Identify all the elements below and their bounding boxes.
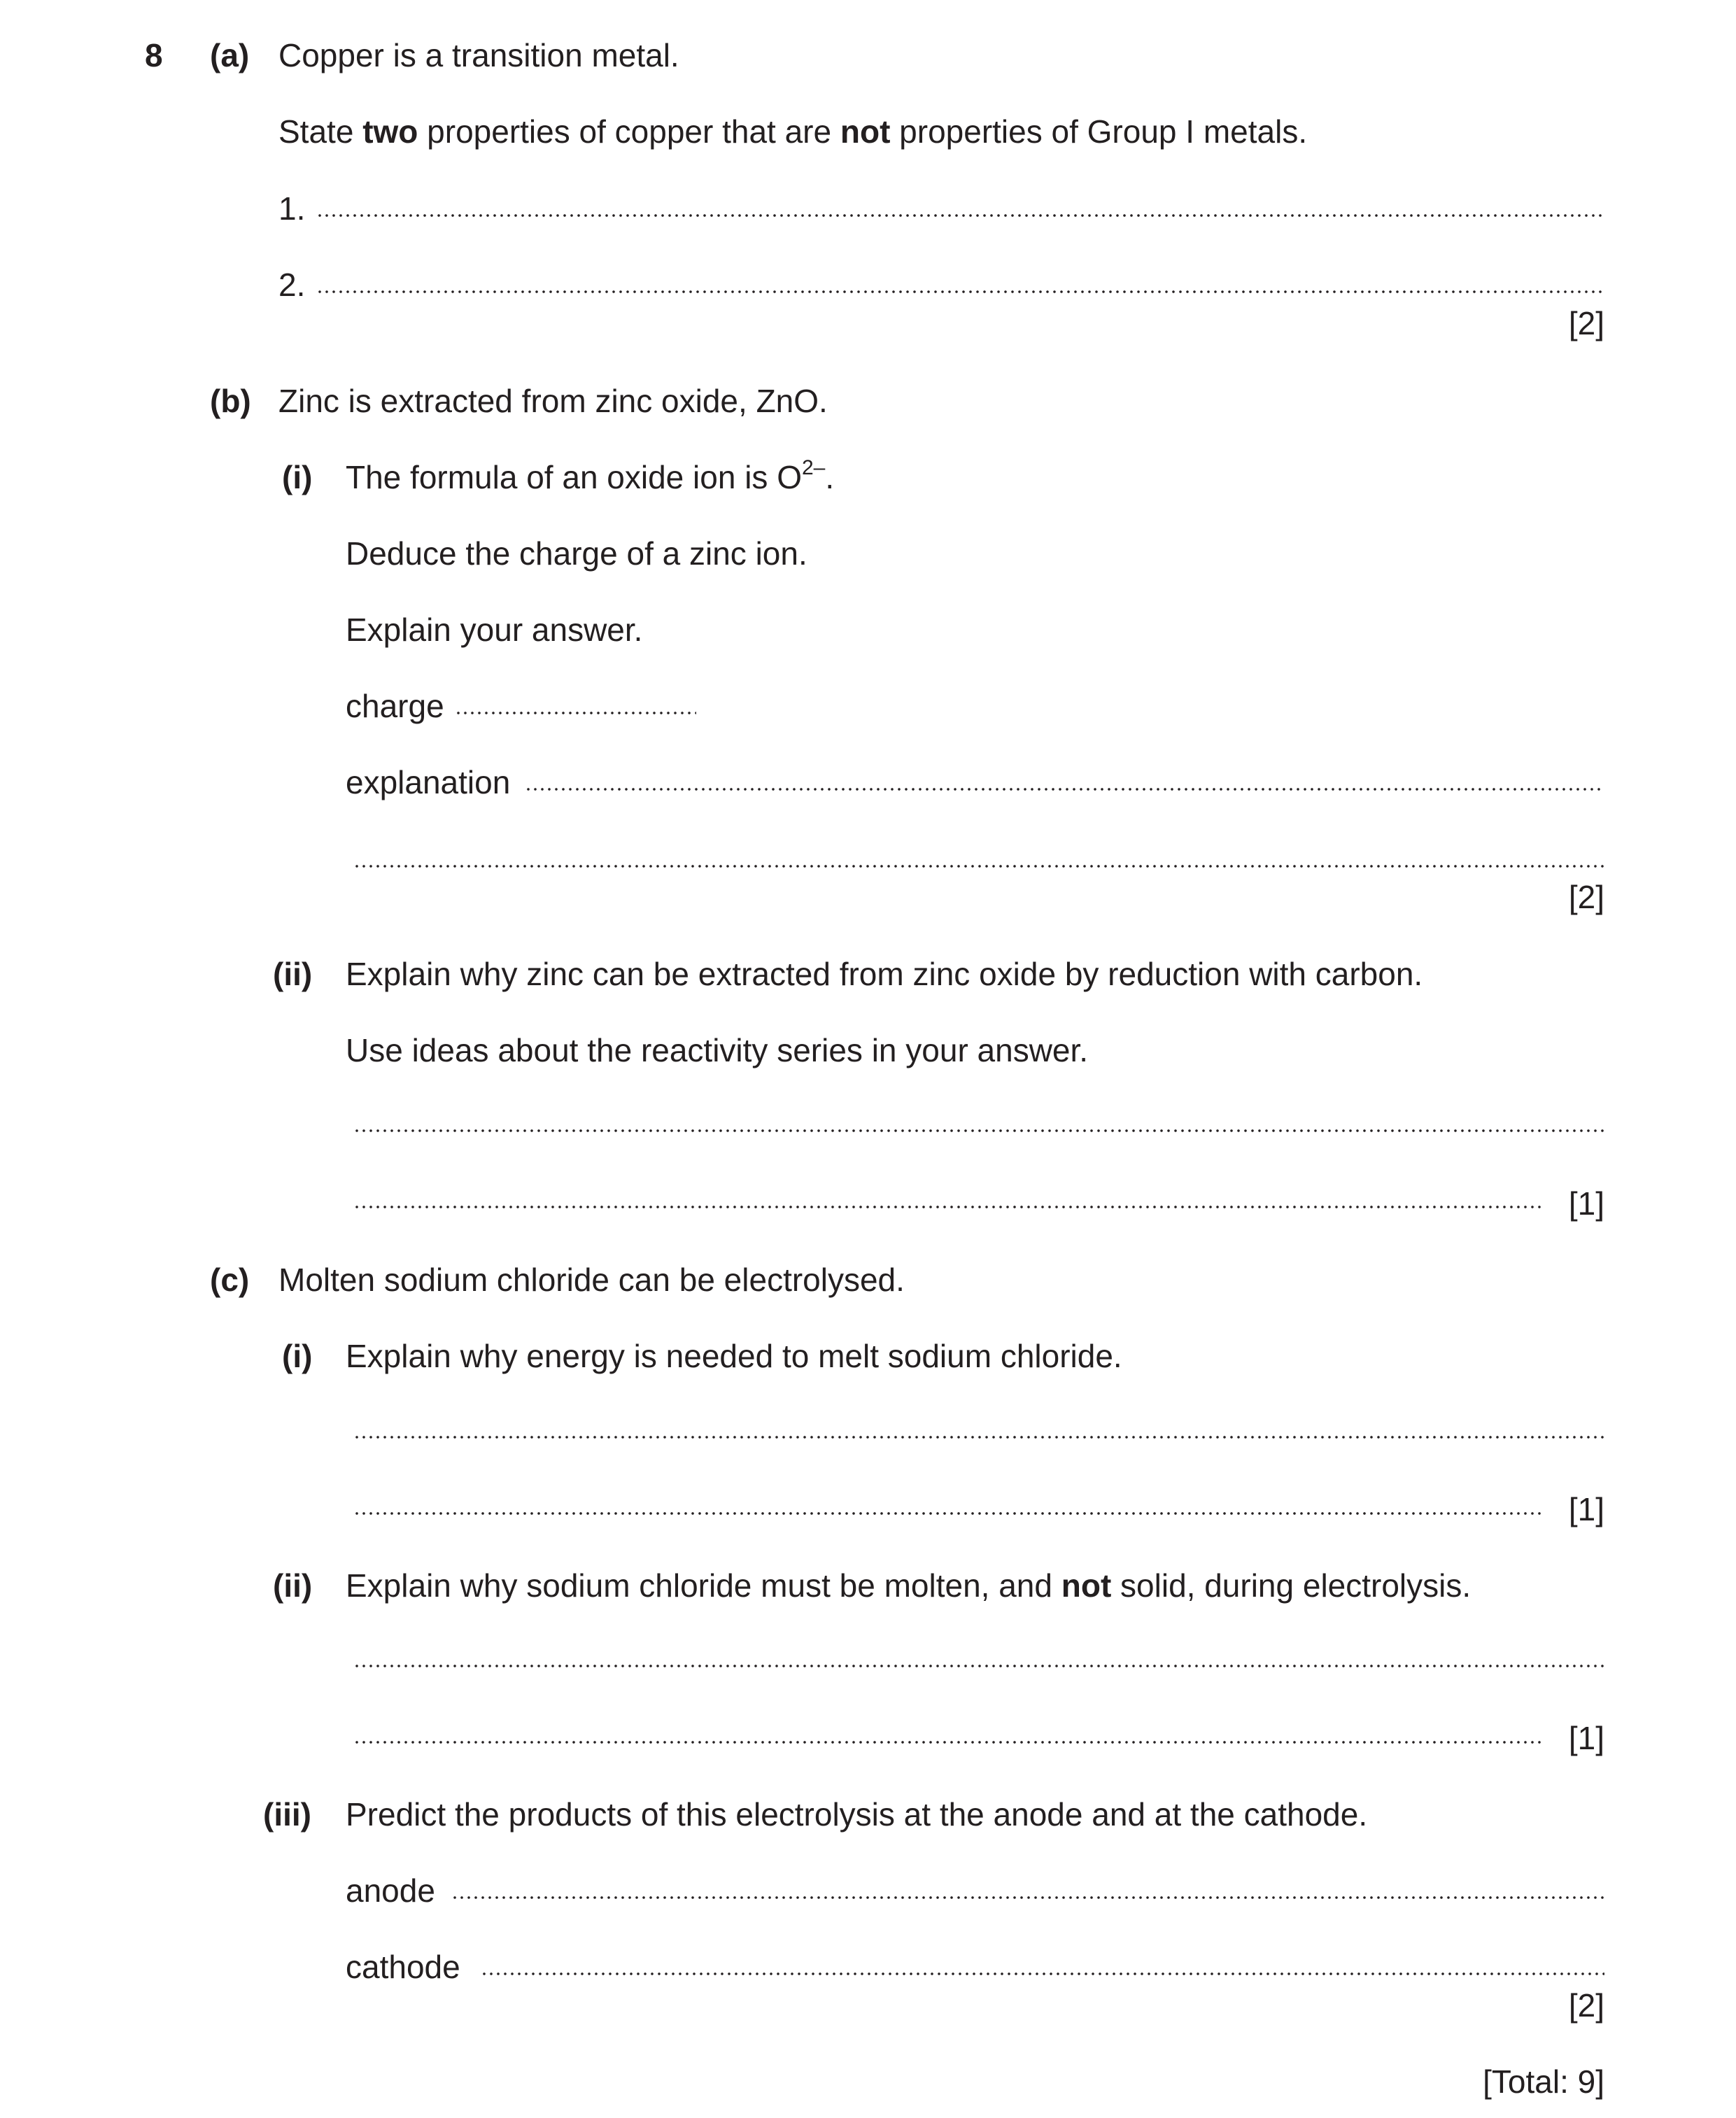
- part-c-iii-marks: [2]: [1568, 1987, 1604, 2024]
- cathode-answer-line[interactable]: [481, 1972, 1604, 1976]
- part-c-ii-answer-line-1[interactable]: [353, 1664, 1604, 1668]
- oxide-charge-superscript: 2–: [802, 456, 826, 479]
- part-b-ii-text: Explain why zinc can be extracted from zinc oxide by reduction with carbon.: [346, 956, 1423, 992]
- question-number: 8: [145, 37, 163, 73]
- answer-line-2[interactable]: [316, 290, 1604, 294]
- part-b-ii-answer-line-1[interactable]: [353, 1129, 1604, 1133]
- part-a-marks: [2]: [1568, 305, 1604, 341]
- part-a-instruction: State two properties of copper that are not properties of Group I metals.: [278, 113, 1308, 150]
- part-b-intro: Zinc is extracted from zinc oxide, ZnO.: [278, 383, 828, 419]
- part-a-intro: Copper is a transition metal.: [278, 37, 679, 73]
- explanation-answer-line-1[interactable]: [525, 787, 1604, 791]
- part-b-ii-marks: [1]: [1568, 1185, 1604, 1222]
- cathode-label: cathode: [346, 1949, 460, 1985]
- part-c-i-label: (i): [282, 1338, 313, 1374]
- part-b-i-explain: Explain your answer.: [346, 612, 643, 648]
- part-c-iii-text: Predict the products of this electrolysis at the anode and at the cathode.: [346, 1796, 1368, 1833]
- part-b-i-label: (i): [282, 459, 313, 495]
- part-c-iii-label: (iii): [263, 1796, 311, 1833]
- part-c-i-text: Explain why energy is needed to melt sodium chloride.: [346, 1338, 1122, 1374]
- part-b-i-deduce: Deduce the charge of a zinc ion.: [346, 535, 807, 572]
- part-b-ii-answer-line-2[interactable]: [353, 1205, 1544, 1209]
- part-c-ii-answer-line-2[interactable]: [353, 1740, 1544, 1744]
- anode-label: anode: [346, 1872, 435, 1909]
- part-b-ii-label: (ii): [273, 956, 313, 992]
- anode-answer-line[interactable]: [451, 1895, 1604, 1900]
- charge-label: charge: [346, 688, 444, 724]
- explanation-label: explanation: [346, 764, 511, 800]
- charge-answer-line[interactable]: [455, 711, 696, 715]
- part-b-i-marks: [2]: [1568, 879, 1604, 915]
- part-c-i-answer-line-2[interactable]: [353, 1511, 1544, 1516]
- part-c-ii-label: (ii): [273, 1567, 313, 1604]
- part-c-intro: Molten sodium chloride can be electrolysed.: [278, 1262, 905, 1298]
- part-c-ii-marks: [1]: [1568, 1720, 1604, 1756]
- answer-line-1-label: 1.: [278, 190, 306, 227]
- part-c-i-marks: [1]: [1568, 1491, 1604, 1527]
- part-b-ii-instruction: Use ideas about the reactivity series in your answer.: [346, 1032, 1089, 1068]
- part-a-label: (a): [210, 37, 250, 73]
- explanation-answer-line-2[interactable]: [353, 864, 1604, 868]
- part-b-label: (b): [210, 383, 251, 419]
- part-c-label: (c): [210, 1262, 250, 1298]
- answer-line-2-label: 2.: [278, 267, 306, 303]
- part-c-ii-text: Explain why sodium chloride must be molten, and not solid, during electrolysis.: [346, 1567, 1472, 1604]
- part-b-i-text: The formula of an oxide ion is $O^{2-}$.: [346, 456, 835, 495]
- answer-line-1[interactable]: [316, 213, 1604, 218]
- total-marks: [Total: 9]: [1483, 2063, 1604, 2100]
- part-c-i-answer-line-1[interactable]: [353, 1435, 1604, 1439]
